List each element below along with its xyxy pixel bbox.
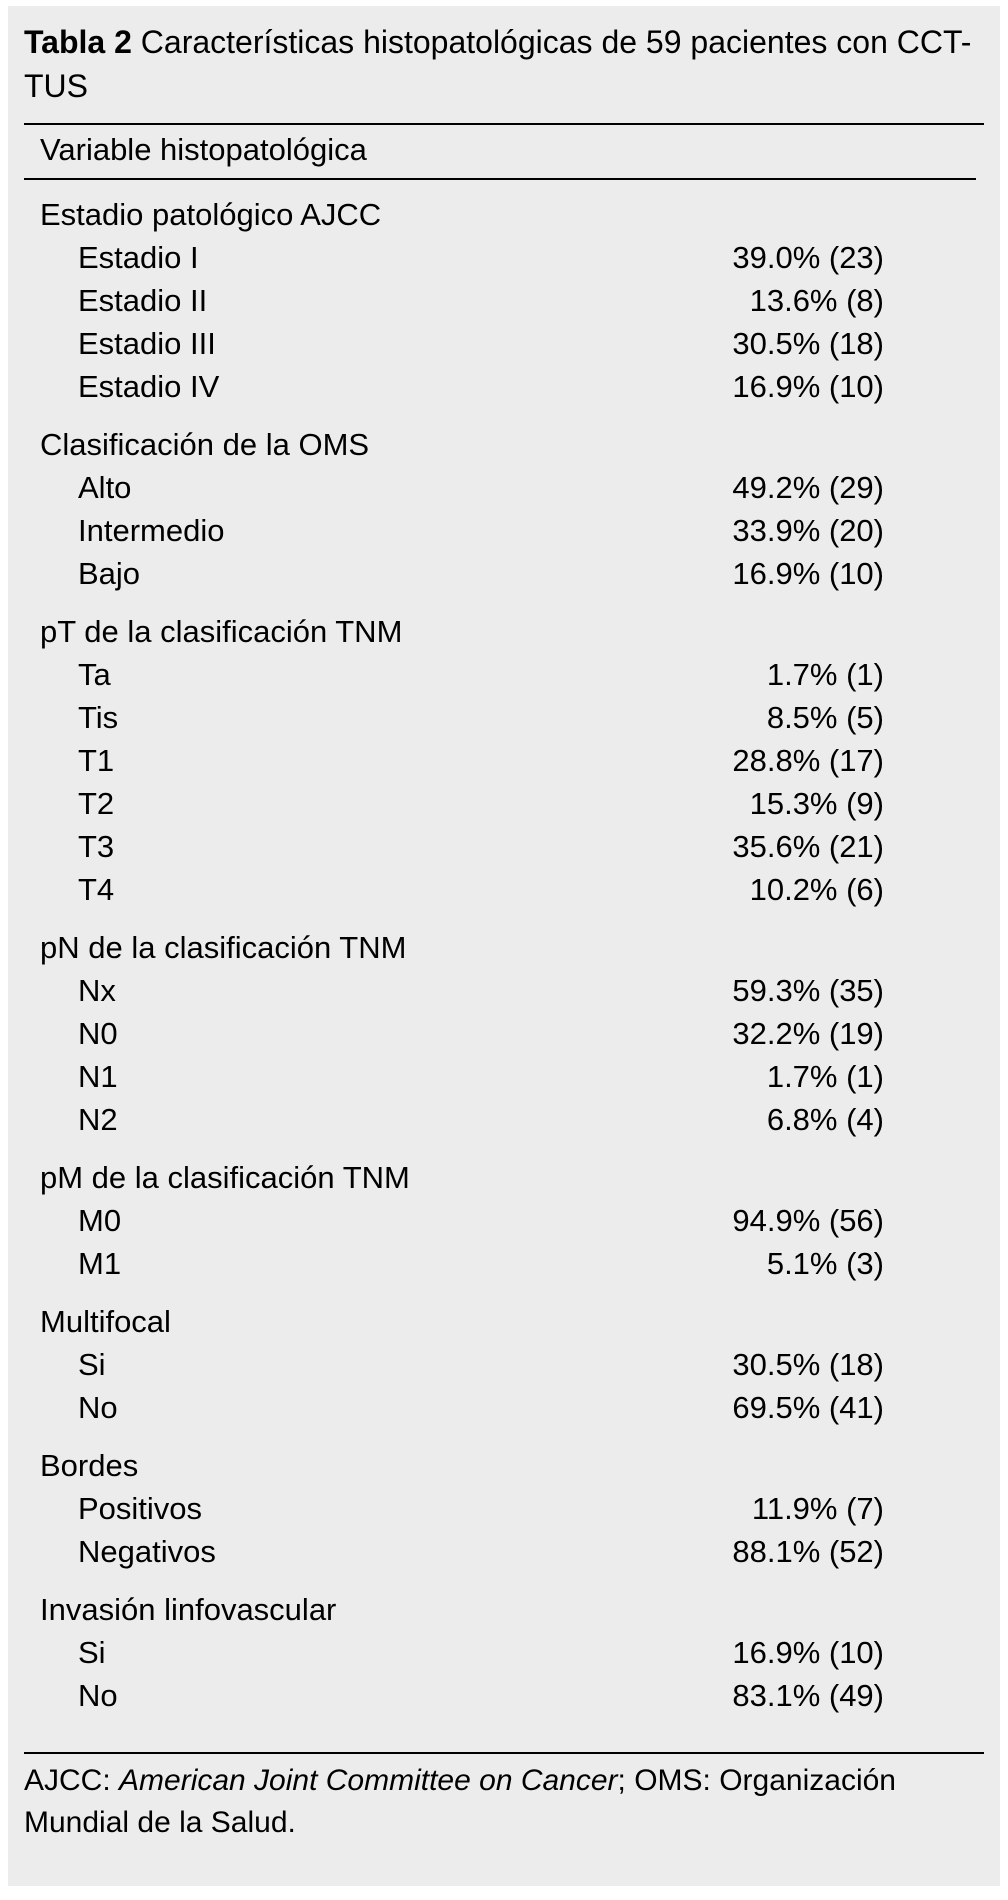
section-title: pT de la clasificación TNM (40, 614, 403, 649)
row-value: 5.1% (3) (766, 1246, 884, 1281)
table-row (40, 653, 920, 696)
row-label: Estadio IV (78, 369, 220, 404)
table-row (40, 969, 920, 1012)
row-value: 16.9% (10) (732, 1635, 884, 1670)
row-label: Nx (78, 973, 116, 1008)
row-label: Si (78, 1347, 106, 1382)
section-title: pM de la clasificación TNM (40, 1160, 410, 1195)
section-title: Multifocal (40, 1304, 171, 1339)
table-row (40, 322, 920, 365)
table-row (40, 1386, 920, 1429)
row-value: 16.9% (10) (732, 369, 884, 404)
section-title: pN de la clasificación TNM (40, 930, 407, 965)
row-value: 30.5% (18) (732, 1347, 884, 1382)
table-row (40, 509, 920, 552)
row-value: 59.3% (35) (732, 973, 884, 1008)
table-section (40, 1156, 920, 1285)
row-value: 35.6% (21) (732, 829, 884, 864)
row-label: N0 (78, 1016, 118, 1051)
row-label: Estadio III (78, 326, 216, 361)
row-value: 94.9% (56) (732, 1203, 884, 1238)
row-value: 11.9% (7) (751, 1491, 884, 1526)
section-title: Bordes (40, 1448, 139, 1483)
row-value: 33.9% (20) (732, 513, 884, 548)
table-row (40, 825, 920, 868)
row-value: 39.0% (23) (732, 240, 884, 275)
table-caption (24, 20, 984, 108)
row-label: N1 (78, 1059, 118, 1094)
row-value: 88.1% (52) (732, 1534, 884, 1569)
row-label: T4 (78, 872, 115, 907)
table-row (40, 279, 920, 322)
table-section (40, 926, 920, 1141)
row-value: 1.7% (1) (766, 657, 884, 692)
row-label: Estadio I (78, 240, 199, 275)
table-row (40, 1242, 920, 1285)
table-row (40, 1487, 920, 1530)
row-label: T1 (78, 743, 115, 778)
row-label: No (78, 1390, 118, 1425)
table-title: Características histopatológicas de 59 pacientes con CCT-TUS (24, 24, 972, 104)
row-label: Tis (78, 700, 119, 735)
section-title: Invasión linfovascular (40, 1592, 337, 1627)
table-row (40, 365, 920, 408)
table-row (40, 1674, 920, 1717)
table-section (40, 1444, 920, 1573)
row-label: Intermedio (78, 513, 225, 548)
row-value: 8.5% (5) (766, 700, 884, 735)
row-label: No (78, 1678, 118, 1713)
table-row (40, 236, 920, 279)
row-value: 15.3% (9) (749, 786, 884, 821)
table-row (40, 739, 920, 782)
footnote-ajcc-expansion: American Joint Committee on Cancer (119, 1764, 618, 1797)
footnote-abbr-oms: ; OMS: Organización Mundial de la Salud. (24, 1764, 896, 1839)
row-label: Si (78, 1635, 106, 1670)
row-label: Negativos (78, 1534, 216, 1569)
table-row (40, 466, 920, 509)
table-row (40, 1631, 920, 1674)
row-value: 32.2% (19) (732, 1016, 884, 1051)
row-value: 10.2% (6) (749, 872, 884, 907)
table-number: Tabla 2 (24, 24, 132, 60)
row-value: 83.1% (49) (732, 1678, 884, 1713)
table-section (40, 193, 920, 408)
table-row (40, 552, 920, 595)
row-label: T3 (78, 829, 115, 864)
footnote-abbr-ajcc: AJCC: (24, 1764, 120, 1797)
row-label: Alto (78, 470, 132, 505)
table-footnote (24, 1760, 984, 1844)
table-row (40, 868, 920, 911)
section-title: Estadio patológico AJCC (40, 197, 382, 232)
row-value: 16.9% (10) (732, 556, 884, 591)
row-value: 1.7% (1) (766, 1059, 884, 1094)
table-section (40, 1588, 920, 1717)
row-label: Estadio II (78, 283, 208, 318)
table-row (40, 1530, 920, 1573)
row-label: Ta (78, 657, 111, 692)
table-row (40, 1199, 920, 1242)
row-label: N2 (78, 1102, 118, 1137)
row-label: M0 (78, 1203, 122, 1238)
row-value: 6.8% (4) (766, 1102, 884, 1137)
table-section (40, 610, 920, 911)
row-value: 49.2% (29) (732, 470, 884, 505)
table-row (40, 782, 920, 825)
row-label: Bajo (78, 556, 141, 591)
row-value: 13.6% (8) (749, 283, 884, 318)
table-row (40, 1098, 920, 1141)
table-row (40, 1343, 920, 1386)
row-label: T2 (78, 786, 115, 821)
table-row (40, 696, 920, 739)
row-label: M1 (78, 1246, 122, 1281)
table-section (40, 1300, 920, 1429)
table-section (40, 423, 920, 595)
table-row (40, 1012, 920, 1055)
bottom-rule (24, 1752, 984, 1754)
top-rule (24, 123, 984, 125)
column-header-variable: Variable histopatológica (40, 132, 367, 167)
row-value: 28.8% (17) (732, 743, 884, 778)
header-rule (24, 178, 976, 180)
row-label: Positivos (78, 1491, 203, 1526)
row-value: 30.5% (18) (732, 326, 884, 361)
table-body (40, 193, 920, 1732)
table-row (40, 1055, 920, 1098)
section-title: Clasificación de la OMS (40, 427, 370, 462)
row-value: 69.5% (41) (732, 1390, 884, 1425)
